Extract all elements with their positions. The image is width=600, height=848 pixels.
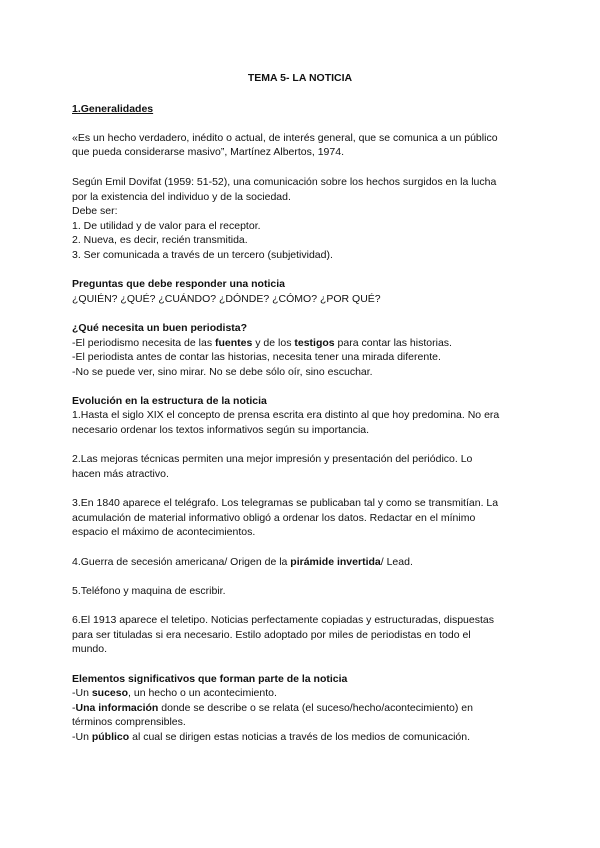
preguntas-text: ¿QUIÉN? ¿QUÉ? ¿CUÁNDO? ¿DÓNDE? ¿CÓMO? ¿POR QUÉ? [72, 293, 381, 305]
section-heading-elementos: Elementos significativos que forman parte de la noticia [72, 673, 348, 685]
elementos-line-3: -Un público al cual se dirigen estas noticias a través de los medios de comunicación. [72, 731, 471, 743]
evolucion-p3-line-3: espacio el máximo de acontecimientos. [72, 526, 256, 538]
periodista-line-2: -El periodista antes de contar las historias, necesita tener una mirada diferente. [72, 351, 441, 363]
quote-line-2: que pueda considerarse masivo”, Martínez Albertos, 1974. [72, 146, 344, 158]
section-heading-evolucion: Evolución en la estructura de la noticia [72, 395, 267, 407]
evolucion-p4: 4.Guerra de secesión americana/ Origen de la pirámide invertida/ Lead. [72, 556, 413, 568]
section-heading-periodista: ¿Qué necesita un buen periodista? [72, 322, 248, 334]
periodista-line-1: -El periodismo necesita de las fuentes y de los testigos para contar las historias. [72, 337, 452, 349]
dovifat-line-3: Debe ser: [72, 205, 118, 217]
evolucion-p6-line-1: 6.El 1913 aparece el teletipo. Noticias perfectamente copiadas y estructuradas, dispuestas [72, 614, 494, 626]
dovifat-list-item-1: 1. De utilidad y de valor para el receptor. [72, 220, 261, 232]
evolucion-p1-line-2: necesario ordenar los textos informativos según su importancia. [72, 424, 370, 436]
section-heading-preguntas: Preguntas que debe responder una noticia [72, 278, 285, 290]
dovifat-line-2: por la existencia del individuo y de la sociedad. [72, 191, 291, 203]
elementos-line-1: -Un suceso, un hecho o un acontecimiento. [72, 687, 277, 699]
evolucion-p1-line-1: 1.Hasta el siglo XIX el concepto de prensa escrita era distinto al que hoy predomina. No era [72, 409, 500, 421]
quote-line-1: «Es un hecho verdadero, inédito o actual, de interés general, que se comunica a un público [72, 132, 498, 144]
dovifat-line-1: Según Emil Dovifat (1959: 51-52), una comunicación sobre los hechos surgidos en la lucha [72, 176, 497, 188]
evolucion-p5: 5.Teléfono y maquina de escribir. [72, 585, 226, 597]
section-heading-generalidades: 1.Generalidades [72, 103, 154, 115]
evolucion-p3-line-2: acumulación de material informativo obligó a ordenar los datos. Redactar en el mínimo [72, 512, 476, 524]
evolucion-p6-line-2: para ser tituladas si era necesario. Estilo adoptado por miles de periodistas en todo el [72, 629, 471, 641]
document-title: TEMA 5- LA NOTICIA [247, 72, 353, 84]
periodista-line-3: -No se puede ver, sino mirar. No se debe sólo oír, sino escuchar. [72, 366, 373, 378]
evolucion-p3-line-1: 3.En 1840 aparece el telégrafo. Los telegramas se publicaban tal y como se transmitían. La [72, 497, 499, 509]
evolucion-p6-line-3: mundo. [72, 643, 108, 655]
evolucion-p2-line-1: 2.Las mejoras técnicas permiten una mejor impresión y presentación del periódico. Lo [72, 453, 473, 465]
evolucion-p2-line-2: hacen más atractivo. [72, 468, 169, 480]
elementos-line-2: -Una información donde se describe o se relata (el suceso/hecho/acontecimiento) en [72, 702, 473, 714]
dovifat-list-item-3: 3. Ser comunicada a través de un tercero (subjetividad). [72, 249, 333, 261]
dovifat-list-item-2: 2. Nueva, es decir, recién transmitida. [72, 234, 248, 246]
elementos-line-2-cont: términos comprensibles. [72, 716, 186, 728]
